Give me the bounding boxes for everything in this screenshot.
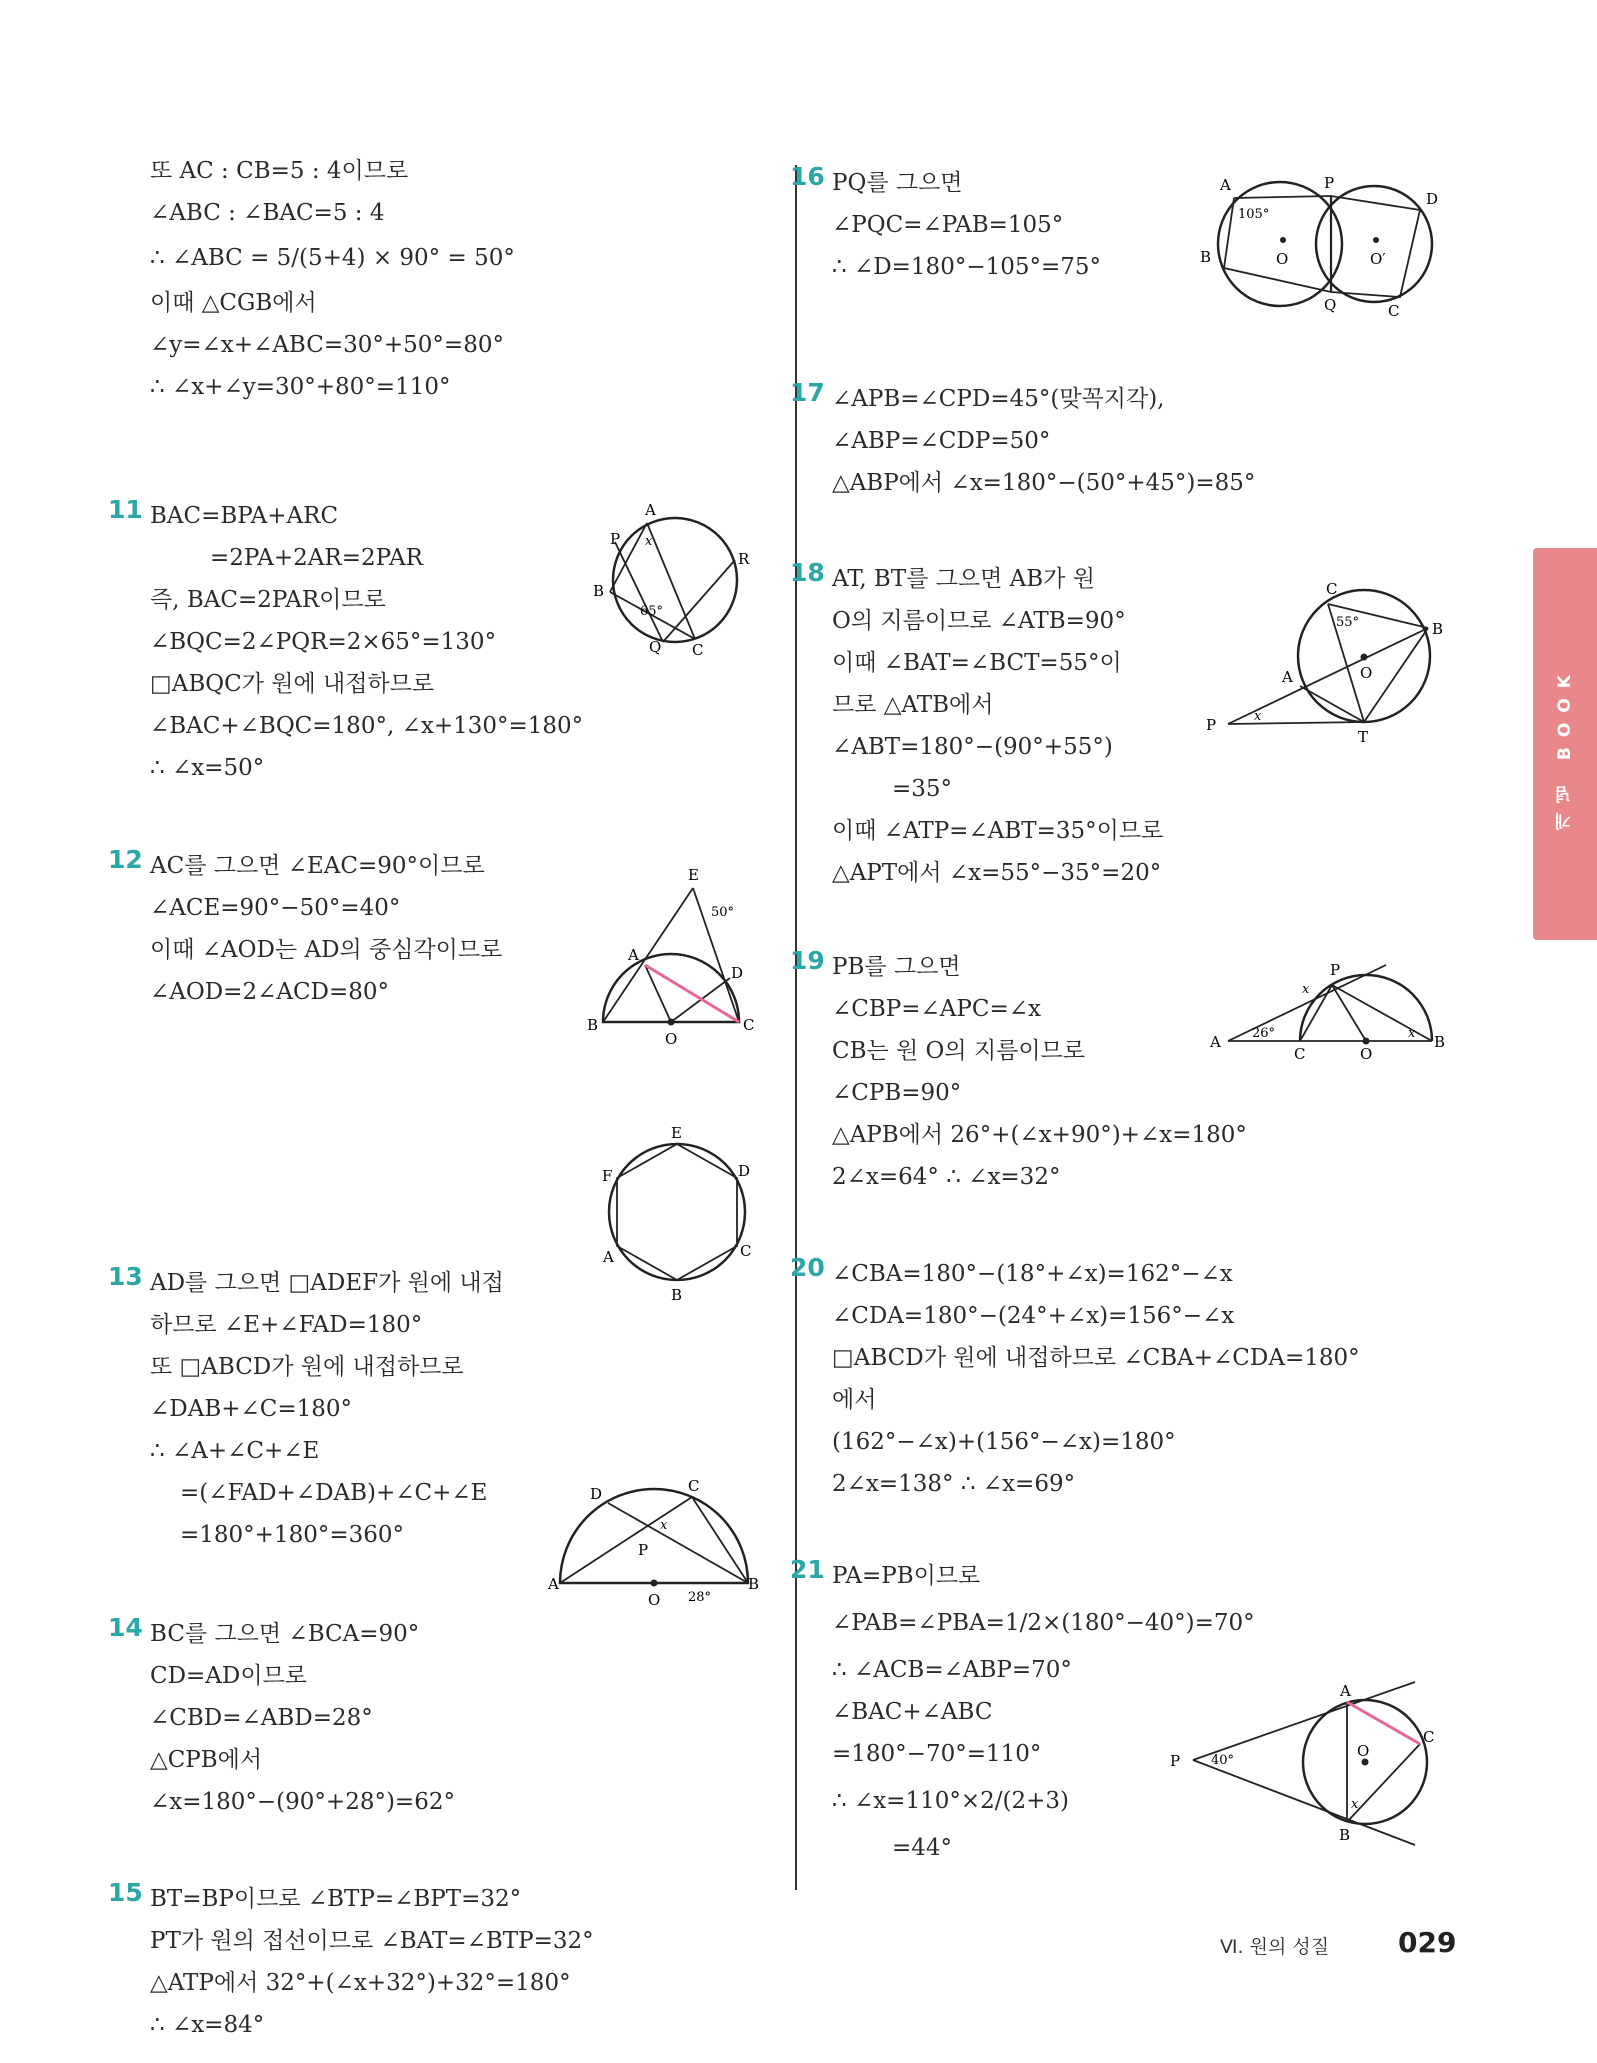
line: BC를 그으면 ∠BCA=90°: [150, 1621, 420, 1647]
label-B: B: [671, 1286, 683, 1304]
line: ∴ ∠x=50°: [150, 755, 265, 781]
label-A: A: [645, 501, 656, 519]
problem-number: 17: [790, 378, 825, 407]
line: PQ를 그으면: [832, 170, 963, 196]
label-D: D: [731, 964, 744, 982]
problem-number: 20: [790, 1253, 825, 1282]
problem-number: 11: [108, 495, 143, 524]
line: =180°+180°=360°: [180, 1522, 405, 1548]
figure-16-two-circles: [1198, 168, 1458, 328]
label-O: O: [1276, 250, 1289, 268]
line: ∴ ∠x=110°×2/(2+3): [832, 1788, 1069, 1814]
angle-label: 28°: [688, 1590, 712, 1605]
label-O-prime: O′: [1370, 250, 1386, 268]
label-C: C: [692, 641, 704, 659]
label-T: T: [1358, 728, 1369, 746]
problem-number: 14: [108, 1613, 143, 1642]
label-x: x: [645, 534, 653, 549]
line: ∴ ∠ACB=∠ABP=70°: [832, 1657, 1072, 1683]
line: ∠CBD=∠ABD=28°: [150, 1705, 373, 1731]
line: △APT에서 ∠x=55°−35°=20°: [832, 860, 1162, 886]
angle-label: 55°: [1336, 615, 1360, 630]
column-divider: [795, 165, 797, 1890]
label-C: C: [688, 1477, 700, 1495]
problem-number: 12: [108, 845, 143, 874]
line: ∠AOD=2∠ACD=80°: [150, 979, 390, 1005]
line: ∠CBP=∠APC=∠x: [832, 996, 1041, 1022]
side-tab-label: 개념 BOOK: [1555, 665, 1575, 831]
line: ∴ ∠D=180°−105°=75°: [832, 254, 1102, 280]
label-P: P: [638, 1541, 649, 1559]
line: ∠PAB=∠PBA=1/2×(180°−40°)=70°: [832, 1610, 1255, 1636]
label-R: R: [738, 550, 750, 568]
footer-chapter: Ⅵ. 원의 성질: [1220, 1936, 1330, 1958]
line: 2∠x=138° ∴ ∠x=69°: [832, 1471, 1076, 1497]
line: 므로 △ATB에서: [832, 692, 994, 718]
label-P: P: [1206, 716, 1217, 734]
line: ∠CPB=90°: [832, 1080, 962, 1106]
line: =44°: [892, 1835, 953, 1861]
label-O: O: [1360, 1045, 1373, 1063]
line: =35°: [892, 776, 953, 802]
line: 이때 ∠AOD는 AD의 중심각이므로: [150, 937, 503, 963]
line: 에서: [832, 1387, 877, 1413]
line: PB를 그으면: [832, 954, 961, 980]
problem-number: 19: [790, 946, 825, 975]
label-Q: Q: [649, 638, 662, 656]
line: ∴ ∠x+∠y=30°+80°=110°: [150, 374, 451, 400]
label-B: B: [748, 1575, 760, 1593]
line: ∠y=∠x+∠ABC=30°+50°=80°: [150, 332, 504, 358]
label-C: C: [1326, 580, 1338, 598]
line: PA=PB이므로: [832, 1563, 981, 1589]
figure-14-semicircle: [548, 1475, 768, 1615]
line: 하므로 ∠E+∠FAD=180°: [150, 1312, 423, 1338]
label-A: A: [1210, 1033, 1221, 1051]
label-B: B: [587, 1016, 599, 1034]
figure-21-tangents: [1165, 1680, 1435, 1855]
line: ∠x=180°−(90°+28°)=62°: [150, 1789, 455, 1815]
line: ∠ABC : ∠BAC=5 : 4: [150, 200, 385, 226]
angle-label: 105°: [1238, 207, 1270, 222]
angle-label: 65°: [640, 604, 664, 619]
figure-19-semicircle: [1200, 955, 1450, 1065]
line: ∴ ∠A+∠C+∠E: [150, 1438, 320, 1464]
label-O: O: [648, 1591, 661, 1609]
label-A: A: [603, 1248, 614, 1266]
label-B: B: [1432, 620, 1444, 638]
line: △ABP에서 ∠x=180°−(50°+45°)=85°: [832, 470, 1256, 496]
line: ∠CDA=180°−(24°+∠x)=156°−∠x: [832, 1303, 1235, 1329]
figure-13-hexagon: [595, 1120, 765, 1310]
label-O: O: [1357, 1742, 1370, 1760]
label-x: x: [660, 1518, 668, 1533]
label-C: C: [743, 1016, 755, 1034]
angle-label: 50°: [711, 905, 735, 920]
label-P: P: [1324, 174, 1335, 192]
problem-17: [790, 378, 1472, 504]
line: (162°−∠x)+(156°−∠x)=180°: [832, 1429, 1176, 1455]
figure-12-semicircle: [585, 860, 770, 1050]
label-A: A: [1340, 1682, 1351, 1700]
problem-10-continued: [150, 150, 780, 408]
line: △APB에서 26°+(∠x+90°)+∠x=180°: [832, 1122, 1247, 1148]
line: ∠BAC+∠BQC=180°, ∠x+130°=180°: [150, 713, 584, 739]
label-O: O: [665, 1030, 678, 1048]
line: ∠APB=∠CPD=45°(맞꼭지각),: [832, 386, 1165, 412]
line: CD=AD이므로: [150, 1663, 308, 1689]
label-B: B: [1200, 248, 1212, 266]
figure-11-circle: [585, 500, 765, 665]
label-B: B: [1434, 1033, 1446, 1051]
problem-20: [790, 1253, 1472, 1505]
line: BT=BP이므로 ∠BTP=∠BPT=32°: [150, 1886, 522, 1912]
problem-14: [108, 1613, 780, 1823]
problem-number: 18: [790, 558, 825, 587]
line: 이때 △CGB에서: [150, 290, 317, 316]
line: 즉, BAC=2PAR이므로: [150, 587, 386, 613]
label-Q: Q: [1324, 296, 1337, 314]
label-C: C: [1388, 302, 1400, 320]
label-P: P: [1330, 961, 1341, 979]
problem-number: 13: [108, 1262, 143, 1291]
line: 2∠x=64° ∴ ∠x=32°: [832, 1164, 1061, 1190]
line: =(∠FAD+∠DAB)+∠C+∠E: [180, 1480, 488, 1506]
problem-number: 21: [790, 1555, 825, 1584]
label-C: C: [740, 1242, 752, 1260]
page-number: 029: [1398, 1926, 1457, 1959]
angle-label: 26°: [1252, 1026, 1276, 1041]
label-x: x: [1351, 1797, 1359, 1812]
line: PT가 원의 접선이므로 ∠BAT=∠BTP=32°: [150, 1928, 594, 1954]
line: ∠ABT=180°−(90°+55°): [832, 734, 1113, 760]
label-D: D: [1426, 190, 1439, 208]
problem-number: 16: [790, 162, 825, 191]
line: 이때 ∠ATP=∠ABT=35°이므로: [832, 818, 1164, 844]
line: ∴ ∠x=84°: [150, 2012, 265, 2038]
line: CB는 원 O의 지름이므로: [832, 1038, 1086, 1064]
line: AC를 그으면 ∠EAC=90°이므로: [150, 853, 485, 879]
line: =180°−70°=110°: [832, 1741, 1042, 1767]
line: AT, BT를 그으면 AB가 원: [832, 566, 1095, 592]
line: ∠PQC=∠PAB=105°: [832, 212, 1064, 238]
label-D: D: [738, 1162, 751, 1180]
label-B: B: [593, 582, 605, 600]
line: △ATP에서 32°+(∠x+32°)+32°=180°: [150, 1970, 571, 1996]
label-C: C: [1294, 1045, 1306, 1063]
label-E: E: [671, 1124, 682, 1142]
label-E: E: [688, 866, 699, 884]
line: ∠BAC+∠ABC: [832, 1699, 993, 1725]
label-A: A: [628, 946, 639, 964]
line: ∠ABP=∠CDP=50°: [832, 428, 1051, 454]
label-D: D: [590, 1485, 603, 1503]
label-A: A: [548, 1575, 559, 1593]
label-C: C: [1423, 1728, 1435, 1746]
problem-15: [108, 1878, 780, 2046]
label-A: A: [1220, 176, 1231, 194]
label-x: x: [1254, 709, 1262, 724]
line: ∠DAB+∠C=180°: [150, 1396, 353, 1422]
problem-number: 15: [108, 1878, 143, 1907]
line: 이때 ∠BAT=∠BCT=55°이: [832, 650, 1122, 676]
label-F: F: [602, 1167, 613, 1185]
label-x1: x: [1302, 982, 1310, 997]
label-A: A: [1282, 668, 1293, 686]
line: ∠ACE=90°−50°=40°: [150, 895, 401, 921]
figure-18-tangent: [1200, 570, 1455, 750]
side-tab: [1533, 548, 1597, 940]
line: O의 지름이므로 ∠ATB=90°: [832, 608, 1126, 634]
line: =2PA+2AR=2PAR: [210, 545, 423, 571]
line: □ABCD가 원에 내접하므로 ∠CBA+∠CDA=180°: [832, 1345, 1360, 1371]
line: BAC=BPA+ARC: [150, 503, 339, 529]
label-B: B: [1339, 1826, 1351, 1844]
line: AD를 그으면 □ADEF가 원에 내접: [150, 1270, 504, 1296]
line: △CPB에서: [150, 1747, 263, 1773]
label-O: O: [1360, 664, 1373, 682]
line: 또 □ABCD가 원에 내접하므로: [150, 1354, 464, 1380]
line: □ABQC가 원에 내접하므로: [150, 671, 435, 697]
label-P: P: [1170, 1752, 1181, 1770]
line: ∠CBA=180°−(18°+∠x)=162°−∠x: [832, 1261, 1233, 1287]
angle-label: 40°: [1211, 1753, 1235, 1768]
line: 또 AC : CB=5 : 4이므로: [150, 158, 409, 184]
label-P: P: [610, 530, 621, 548]
line: ∠BQC=2∠PQR=2×65°=130°: [150, 629, 497, 655]
label-x2: x: [1408, 1026, 1416, 1041]
line: ∴ ∠ABC = 5/(5+4) × 90° = 50°: [150, 245, 515, 271]
